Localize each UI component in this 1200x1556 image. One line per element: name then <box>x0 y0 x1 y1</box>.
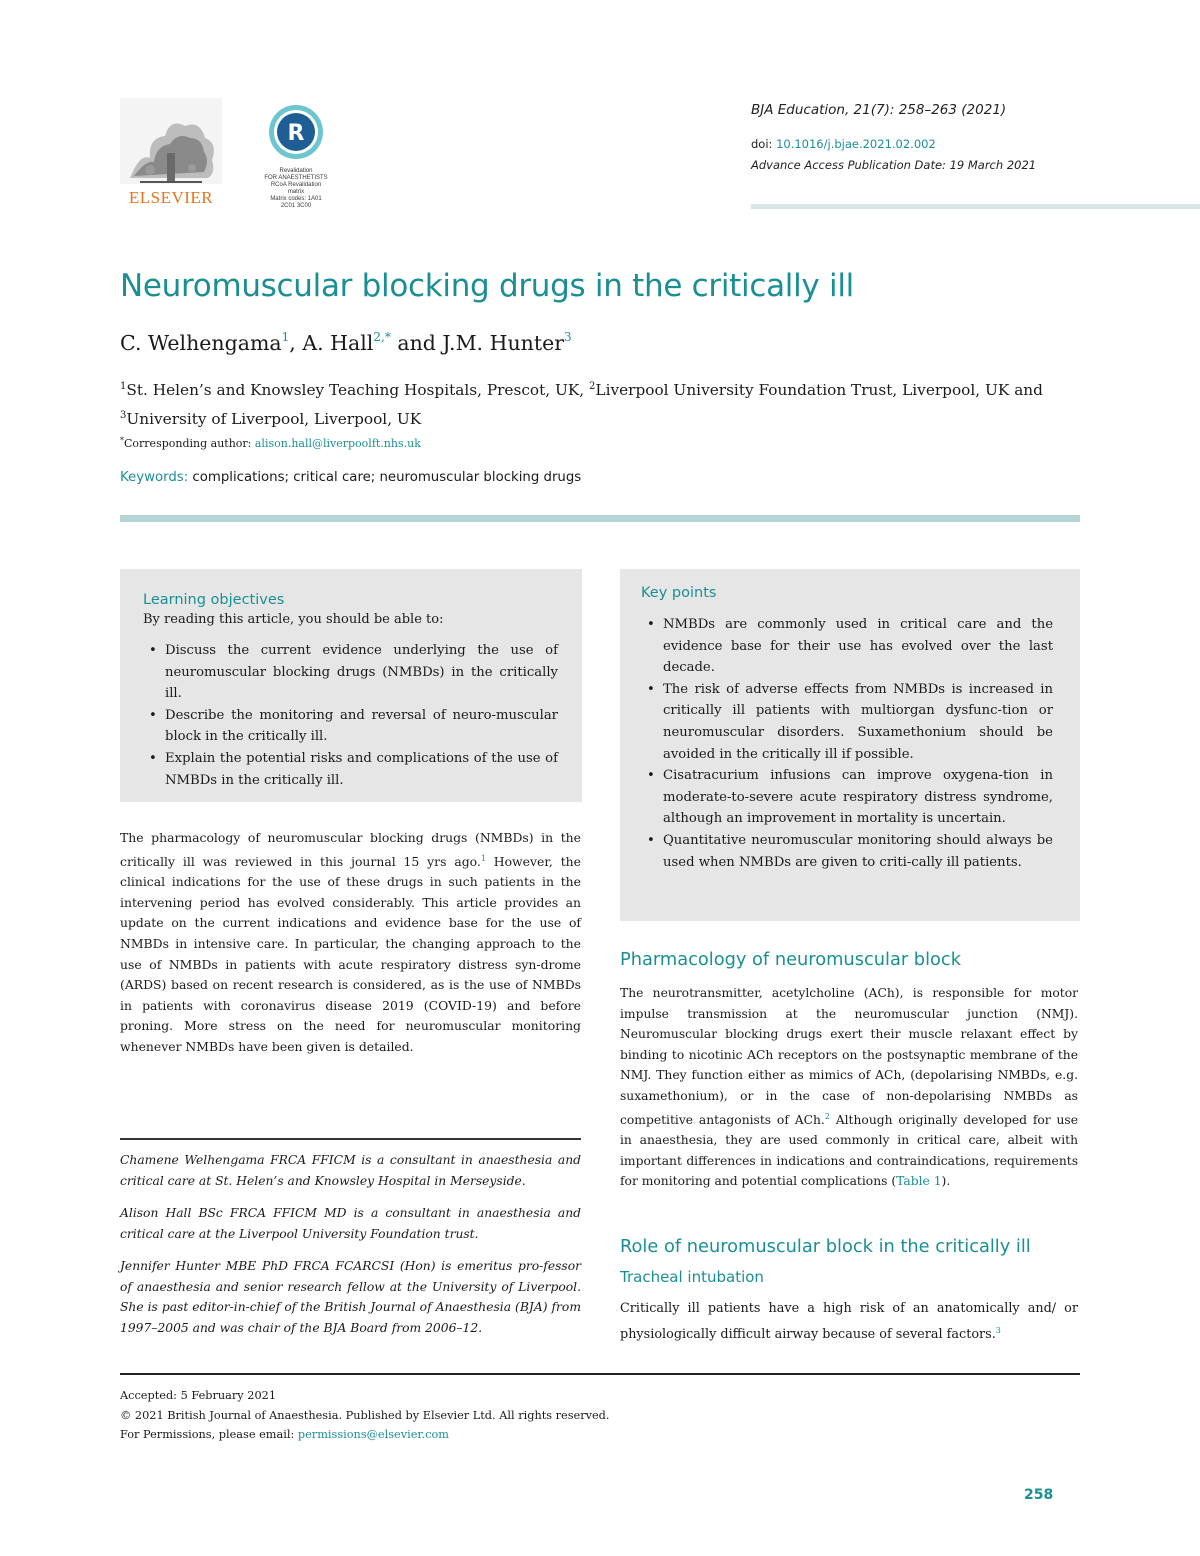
doi-line <box>751 137 936 151</box>
list-item-text: Cisatracurium infusions can improve oxygena-tion in moderate-to-severe acute respiratory distress syndrome, although an improvement in mortality is uncertain. <box>663 768 1053 827</box>
reference-link[interactable]: 2 <box>824 1111 830 1121</box>
author-affiliation-ref[interactable]: 1 <box>281 330 290 344</box>
list-item <box>645 679 1053 765</box>
revalidation-badge-icon <box>262 102 330 164</box>
affiliation-text: Liverpool University Foundation Trust, Liverpool, UK and <box>595 381 1043 399</box>
affiliation-text: University of Liverpool, Liverpool, UK <box>126 410 422 428</box>
table-link[interactable]: Table 1 <box>896 1174 942 1189</box>
pharmacology-paragraph <box>620 983 1078 1192</box>
header-divider <box>751 204 1200 209</box>
list-item <box>147 640 558 705</box>
permissions-line <box>120 1428 449 1441</box>
affiliation-marker: 1 <box>120 381 127 392</box>
revalidation-line-3: RCoA Revalidation matrix <box>270 182 322 195</box>
list-item-text: Quantitative neuromuscular monitoring should always be used when NMBDs are given to criti-cally ill patients. <box>663 832 1053 870</box>
key-points-title: Key points <box>641 585 717 601</box>
revalidation-line-2: FOR ANAESTHETISTS <box>264 175 328 181</box>
accepted-date: Accepted: 5 February 2021 <box>120 1389 277 1402</box>
author-name: C. Welhengama <box>120 331 282 355</box>
learning-objectives-list <box>147 640 558 791</box>
copyright-notice: © 2021 British Journal of Anaesthesia. Published by Elsevier Ltd. All rights reserved. <box>120 1409 610 1422</box>
author-name: A. Hall <box>302 331 374 355</box>
corresponding-author <box>120 436 421 450</box>
revalidation-letter: R <box>287 121 305 146</box>
list-item <box>645 765 1053 830</box>
doi-label: doi: <box>751 137 773 151</box>
intro-text: The pharmacology of neuromuscular blocking drugs (NMBDs) in the critically ill was reviewed in this journal 15 yrs ago. <box>120 830 581 869</box>
keywords <box>120 470 581 485</box>
learning-objectives-title: Learning objectives <box>143 592 285 608</box>
author-affiliation-ref[interactable]: 3 <box>564 330 572 344</box>
bullet-icon: • <box>647 832 655 848</box>
bullet-icon: • <box>647 617 655 632</box>
author-affiliation-ref[interactable]: 2,* <box>373 330 391 344</box>
bullet-icon: • <box>149 643 157 658</box>
page-number: 258 <box>1024 1487 1054 1503</box>
key-points-list <box>645 614 1053 873</box>
section-heading: Pharmacology of neuromuscular block <box>620 949 961 970</box>
author-separator: and <box>390 331 443 355</box>
affiliations <box>120 374 1060 432</box>
bullet-icon: • <box>647 681 655 697</box>
author-bio: Alison Hall BSc FRCA FFICM MD is a consultant in anaesthesia and critical care at the Liverpool University Foundation trust. <box>120 1206 581 1241</box>
title-divider <box>120 515 1080 522</box>
section-heading: Role of neuromuscular block in the critically ill <box>620 1236 1031 1257</box>
revalidation-line-1: Revalidation <box>279 168 313 174</box>
intro-text: However, the clinical indications for the use of these drugs in such patients in the intervening period has evolved considerably. This article provides an update on the current indications and evidence base for the use of NMBDs in intensive care. In particular, the changing approach to the use of NMBDs in patients with acute respiratory distress syn-drome (ARDS) based on recent research is considered, as is the use of NMBDs in patients with coronavirus disease 2019 (COVID-19) and before proning. More stress on the need for neuromuscular monitoring whenever NMBDs have been given is detailed. <box>120 853 581 1054</box>
author-separator: , <box>289 331 303 355</box>
bio-divider <box>120 1138 581 1140</box>
list-item-text: The risk of adverse effects from NMBDs is increased in critically ill patients with multiorgan dysfunc-tion or neuromuscular disorders. Suxamethonium should be avoided in the critically ill if possible. <box>663 681 1053 762</box>
footer-divider <box>120 1373 1080 1375</box>
list-item <box>147 748 558 791</box>
bullet-icon: • <box>647 768 655 784</box>
author-list <box>120 330 572 355</box>
doi-link[interactable]: 10.1016/j.bjae.2021.02.002 <box>776 137 936 151</box>
keywords-list: complications; critical care; neuromuscular blocking drugs <box>188 470 582 485</box>
tracheal-paragraph <box>620 1298 1078 1345</box>
affiliation-marker: 2 <box>589 381 596 392</box>
bullet-icon: • <box>149 750 157 766</box>
permissions-label: For Permissions, please email: <box>120 1428 298 1441</box>
paragraph-text: The neurotransmitter, acetylcholine (ACh), is responsible for motor impulse transmission at the neuromuscular junction (NMJ). Neuromuscular blocking drugs exert their muscle relaxant effect by binding to nicotinic ACh receptors on the postsynaptic membrane of the NMJ. They function either as mimics of ACh, (depolarising NMBDs, e.g. suxamethonium), or in the case of non-depolarising NMBDs as competitive antagonists of ACh. <box>620 986 1078 1127</box>
revalidation-logo <box>262 102 330 214</box>
list-item <box>147 705 558 748</box>
list-item <box>645 614 1053 679</box>
keywords-label: Keywords: <box>120 470 189 485</box>
affiliation-text: St. Helen’s and Knowsley Teaching Hospitals, Prescot, UK, <box>126 381 590 399</box>
paragraph-text: Critically ill patients have a high risk of an anatomically and/ or physiologically difficult airway because of several factors. <box>620 1301 1078 1342</box>
author-bio: Jennifer Hunter MBE PhD FRCA FCARCSI (Hon) is emeritus pro-fessor of anaesthesia and senior research fellow at the University of Liverpool. She is past editor-in-chief of the British Journal of Anaesthesia (BJA) from 1997–2005 and was chair of the BJA Board from 2006–12. <box>120 1259 581 1335</box>
learning-objectives-intro: By reading this article, you should be able to: <box>143 612 444 627</box>
reference-link[interactable]: 3 <box>995 1325 1001 1335</box>
subsection-heading: Tracheal intubation <box>620 1268 764 1286</box>
author-bio: Chamene Welhengama FRCA FFICM is a consultant in anaesthesia and critical care at St. Helen’s and Knowsley Hospital in Merseyside. <box>120 1153 581 1188</box>
list-item <box>645 830 1053 873</box>
revalidation-line-4: Matrix codes: 1A01 <box>270 196 322 202</box>
affiliation-marker: 3 <box>120 410 127 421</box>
list-item-text: Describe the monitoring and reversal of neuro-muscular block in the critically ill. <box>165 707 558 745</box>
corresponding-marker: * <box>120 436 124 445</box>
revalidation-line-5: 2C01 3C00 <box>280 203 312 209</box>
corresponding-email-link[interactable]: alison.hall@liverpoolft.nhs.uk <box>254 437 421 450</box>
paragraph-text: ). <box>941 1174 951 1189</box>
paragraph-text: Although originally developed for use in anaesthesia, they are used commonly in critical care, albeit with important differences in indications and contraindications, requirements for monitoring and potential complications ( <box>620 1112 1078 1189</box>
list-item-text: Explain the potential risks and complications of the use of NMBDs in the critically ill. <box>165 750 558 788</box>
list-item-text: Discuss the current evidence underlying the use of neuromuscular blocking drugs (NMBDs) in the critically ill. <box>165 643 558 702</box>
journal-reference: BJA Education, 21(7): 258–263 (2021) <box>751 102 1007 118</box>
corresponding-label: Corresponding author: <box>124 437 255 450</box>
author-name: J.M. Hunter <box>442 331 565 355</box>
article-title: Neuromuscular blocking drugs in the critically ill <box>120 268 854 304</box>
list-item-text: NMBDs are commonly used in critical care and the evidence base for their use has evolved over the last decade. <box>663 617 1053 676</box>
intro-paragraph <box>120 828 581 1058</box>
permissions-email-link[interactable]: permissions@elsevier.com <box>297 1428 449 1441</box>
elsevier-wordmark: ELSEVIER <box>128 188 214 207</box>
bullet-icon: • <box>149 707 157 723</box>
advance-access-date: Advance Access Publication Date: 19 March 2021 <box>751 158 1037 172</box>
reference-link[interactable]: 1 <box>480 853 486 863</box>
